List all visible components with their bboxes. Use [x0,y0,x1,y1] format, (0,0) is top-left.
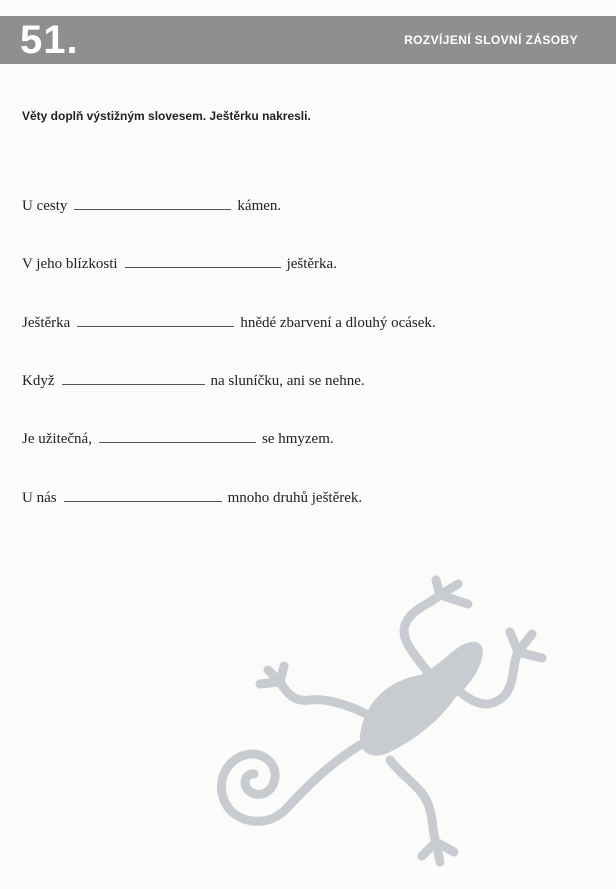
instruction-text: Věty doplň výstižným slovesem. Ještěrku nakresli. [22,109,311,123]
answer-blank[interactable] [77,314,234,327]
answer-blank[interactable] [62,372,205,385]
lizard-illustration [200,570,570,870]
lizard-leg [390,760,436,842]
sentence-after: mnoho druhů ještěrek. [227,490,363,506]
sentence-after: se hmyzem. [261,431,334,447]
lizard-leg [404,595,440,675]
sentence-before: U cesty [22,198,68,214]
answer-blank[interactable] [99,430,256,443]
sentence-before: Když [22,373,55,389]
sentence-before: U nás [22,490,57,506]
sentence-2 [22,255,337,273]
sentence-1 [22,197,281,215]
sentence-before: Ještěrka [22,315,71,331]
sentence-after: ještěrka. [286,256,337,272]
sentence-3 [22,314,436,332]
sentence-5 [22,430,334,448]
sentence-before: V jeho blízkosti [22,256,118,272]
lizard-leg [280,682,368,715]
sentence-before: Je užitečná, [22,431,92,447]
answer-blank[interactable] [74,197,231,210]
sentence-after: kámen. [237,198,282,214]
sentence-after: hnědé zbarvení a dlouhý ocásek. [240,315,436,331]
section-title: ROZVÍJENÍ SLOVNÍ ZÁSOBY [404,33,578,47]
exercise-number: 51. [20,18,79,62]
lizard-tail [221,745,360,821]
answer-blank[interactable] [64,489,222,502]
answer-blank[interactable] [125,255,281,268]
sentence-4 [22,372,365,390]
sentence-6 [22,489,362,507]
sentence-after: na sluníčku, ani se nehne. [210,373,365,389]
page-header [0,16,616,64]
